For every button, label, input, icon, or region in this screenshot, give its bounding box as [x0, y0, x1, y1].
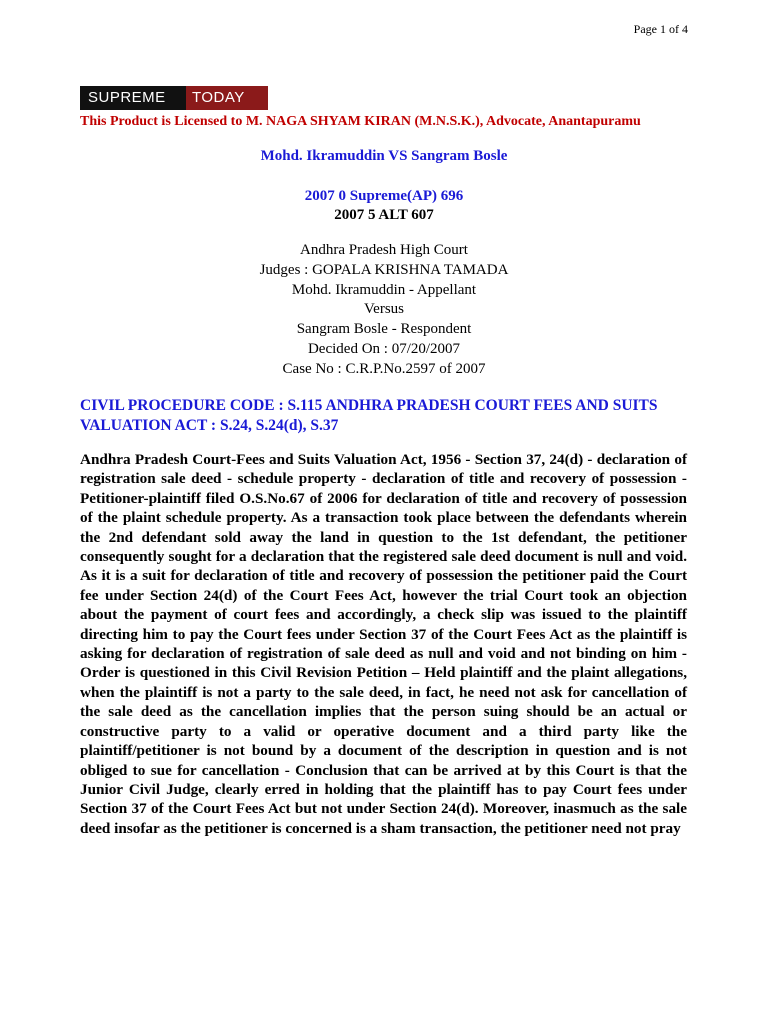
versus: Versus [364, 301, 404, 318]
license-notice: This Product is Licensed to M. NAGA SHYAM KIRAN (M.N.S.K.), Advocate, Anantapuramu [80, 114, 641, 129]
logo-supreme: SUPREME [80, 86, 186, 110]
supreme-today-logo [80, 86, 268, 110]
citation-alt: 2007 5 ALT 607 [334, 207, 434, 223]
court-name: Andhra Pradesh High Court [300, 242, 468, 258]
judges: Judges : GOPALA KRISHNA TAMADA [259, 261, 509, 278]
respondent: Sangram Bosle - Respondent [296, 321, 472, 338]
logo-today: TODAY [186, 86, 268, 110]
case-title: Mohd. Ikramuddin VS Sangram Bosle [260, 148, 508, 164]
appellant: Mohd. Ikramuddin - Appellant [291, 281, 477, 298]
judgment-summary: Andhra Pradesh Court-Fees and Suits Valuation Act, 1956 - Section 37, 24(d) - declaration of registration sale deed - schedule property - declaration of title and recovery of possession - Petitioner-plaintiff filed O.S.No.67 of 2006 for declaration of title and recovery of possession of the plaint schedule property. As a transaction took place between the defendants wherein the 2nd defendant sold away the land in question to the 1st defendant, the petitioner consequently sought for a declaration that the registered sale deed document is null and void. As it is a suit for declaration of title and recovery of possession the petitioner paid the Court fee under Section 24(d) of the Court Fees Act, however the trial Court took an objection about the payment of court fees and accordingly, a check slip was issued to the plaintiff directing him to pay the Court fees under Section 37 of the Court Fees Act as the plaintiff is asking for declaration of registration of sale deed as null and void and not binding on him - Order is questioned in this Civil Revision Petition – Held plaintiff and the plaint allegations, when the plaintiff is not a party to the sale deed, in fact, he need not ask for cancellation of the sale deed as the cancellation implies that the person suing should be an actual or constructive party to a valid or operative document and a third party like the plaintiff/petitioner is not bound by a document of the description in question and is not obliged to sue for cancellation - Conclusion that can be arrived at by this Court is that the Junior Civil Judge, clearly erred in holding that the plaintiff has to pay Court fees under Section 37 of the Court Fees Act but not under Section 24(d). Moreover, inasmuch as the sale deed insofar as the petitioner is concerned is a sham transaction, the petitioner need not pray [80, 451, 687, 837]
decided-on: Decided On : 07/20/2007 [307, 340, 461, 357]
page-number: Page 1 of 4 [633, 22, 688, 36]
case-number: Case No : C.R.P.No.2597 of 2007 [282, 360, 486, 377]
statute-headnote: CIVIL PROCEDURE CODE : S.115 ANDHRA PRADESH COURT FEES AND SUITS VALUATION ACT : S.24, S.24(d), S.37 [80, 397, 658, 434]
citation-supreme: 2007 0 Supreme(AP) 696 [304, 188, 464, 204]
case-metadata [80, 241, 688, 380]
